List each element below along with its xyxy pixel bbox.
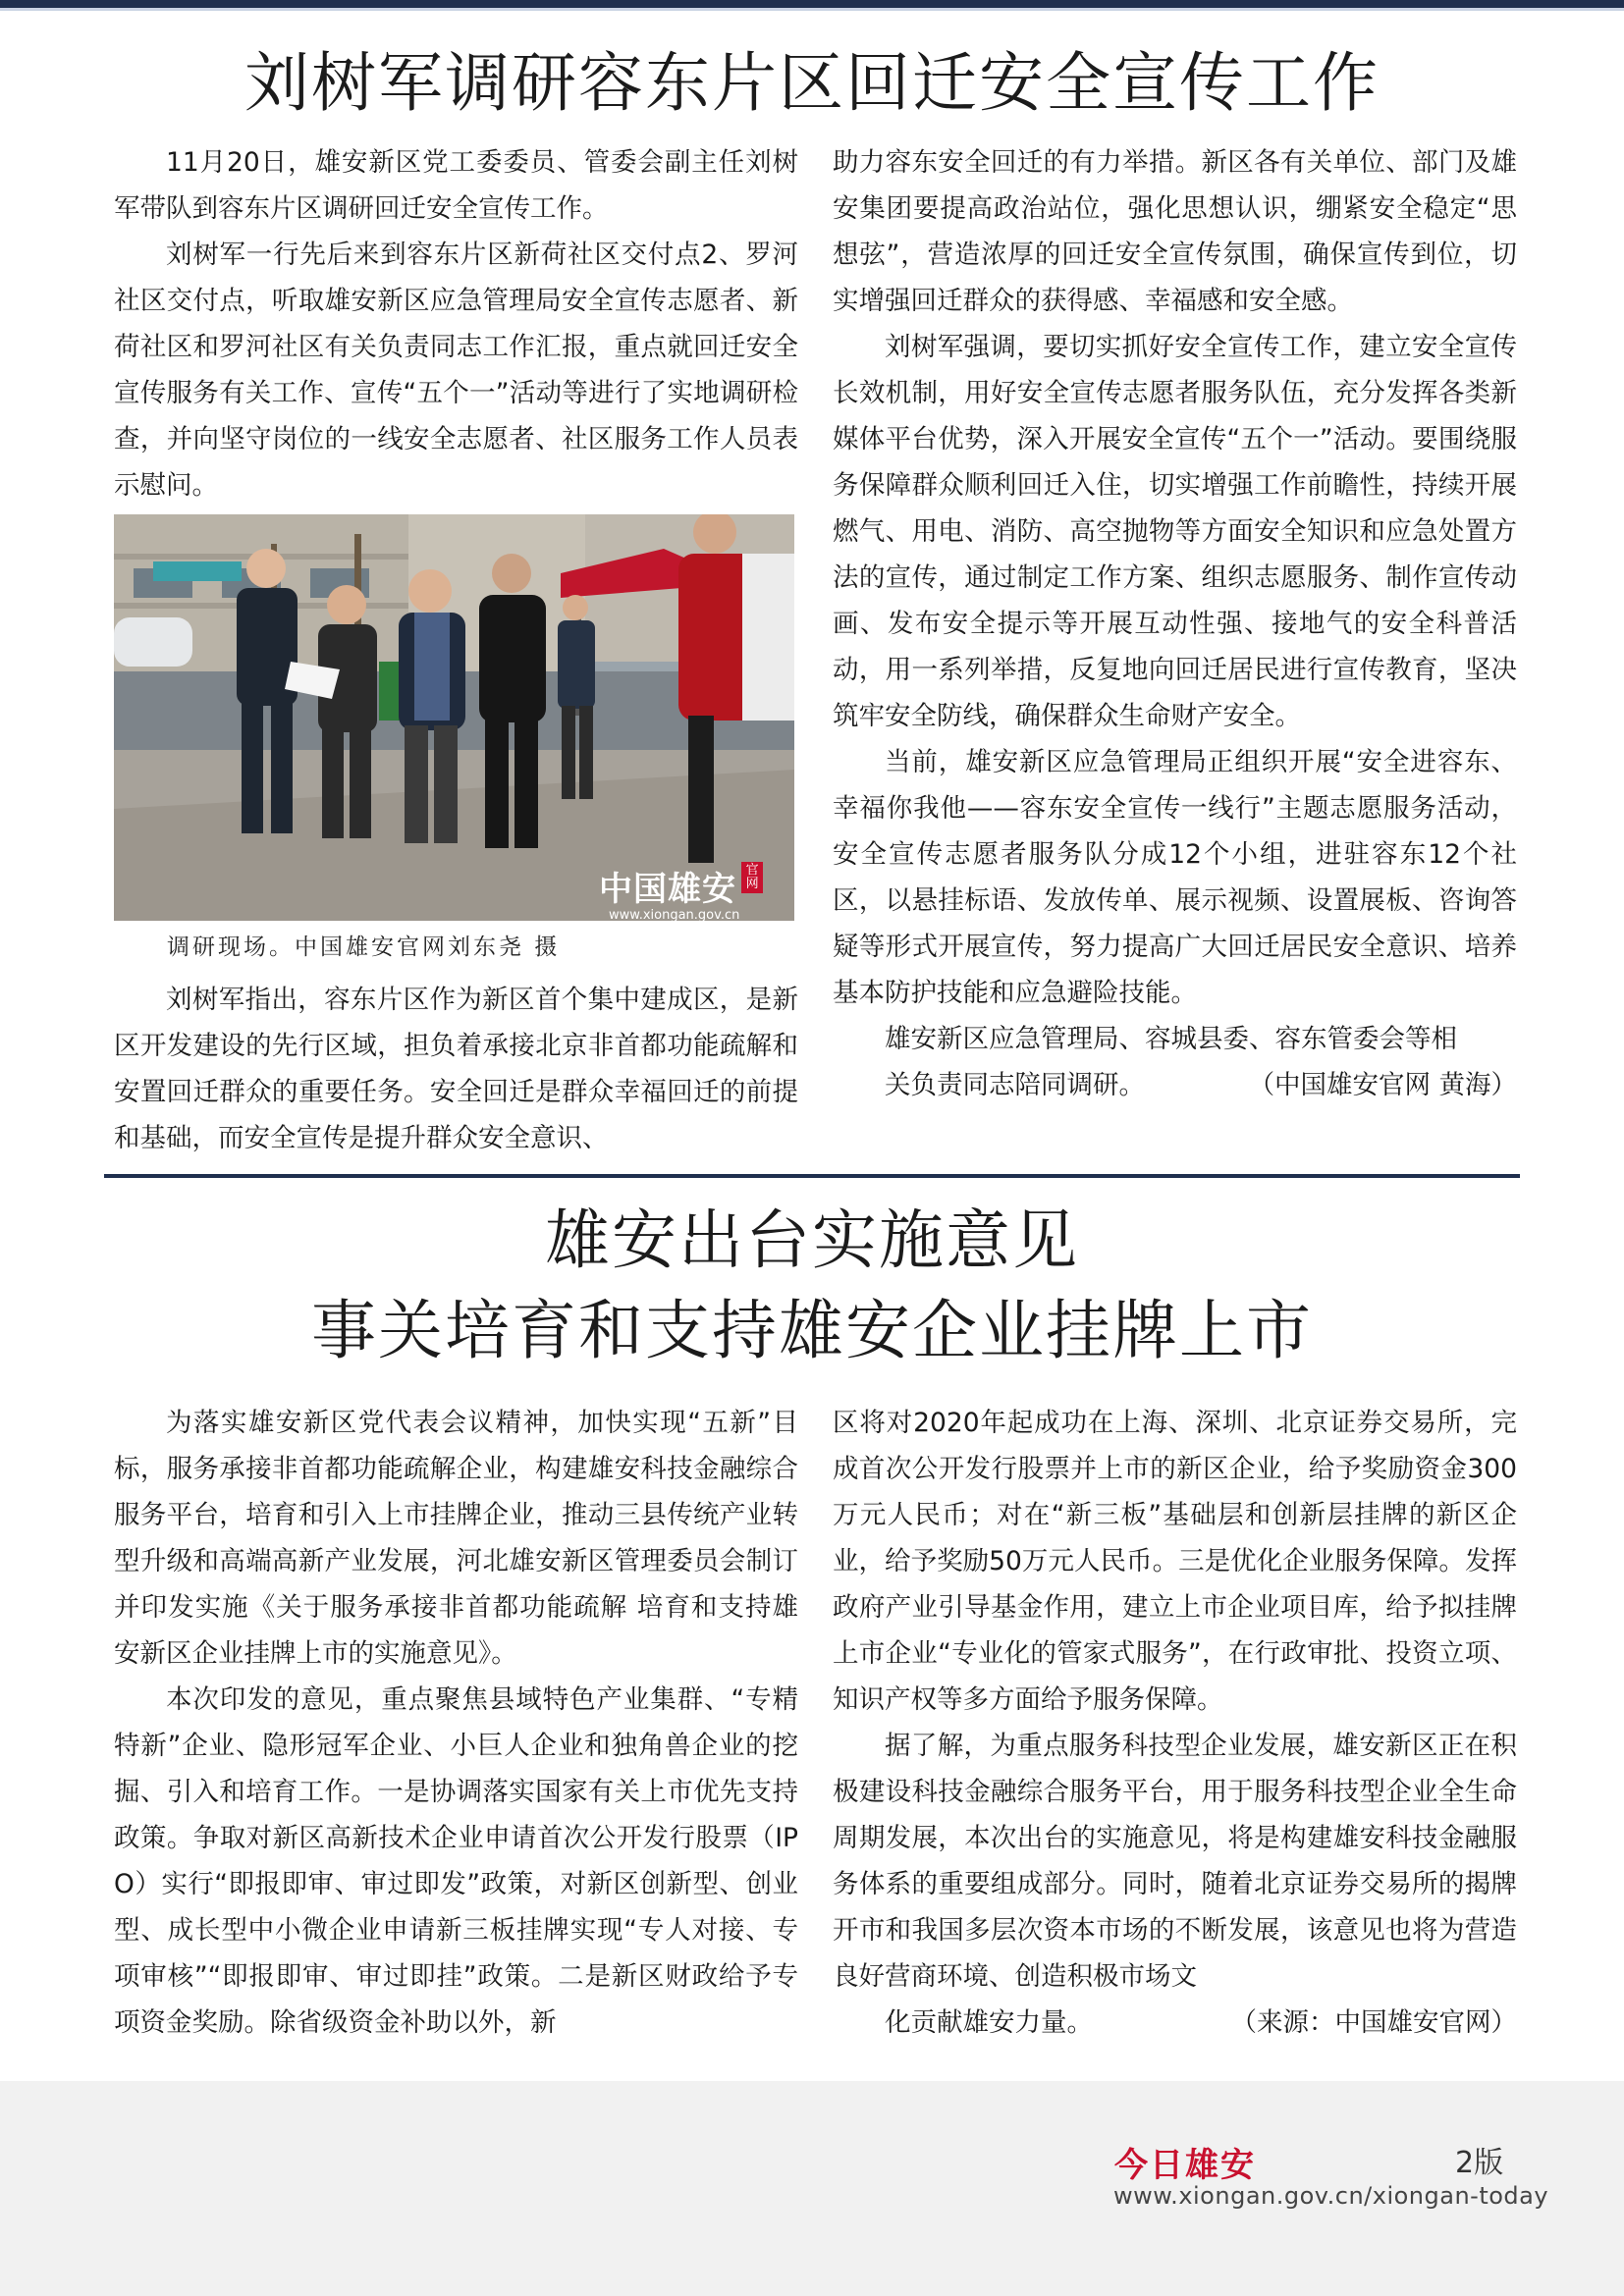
article2-headline-line2: 事关培育和支持雄安企业挂牌上市: [311, 1293, 1313, 1368]
article1-right-column: [833, 139, 1517, 1108]
paragraph-final-line: [833, 1062, 1517, 1108]
paragraph-final-line: [833, 2000, 1517, 2046]
article1-left-column-lower: [114, 977, 798, 1161]
paragraph: 雄安新区应急管理局、容城县委、容东管委会等相: [885, 1024, 1457, 1054]
article2-headline-line1: 雄安出台实施意见: [545, 1202, 1079, 1278]
paragraph: 当前，雄安新区应急管理局正组织开展“安全进容东、幸福你我他——容东安全宣传一线行”主题志愿服务活动，安全宣传志愿者服务队分成12个小组，进驻容东12个社区，以悬挂标语、发放传单、展示视频、设置展板、咨询答疑等形式开展宣传，努力提高广大回迁居民安全意识、培养基本防护技能和应急避险技能。: [833, 747, 1517, 1008]
watermark-seal: 官网: [741, 862, 763, 893]
article1-headline: 刘树军调研容东片区回迁安全宣传工作: [244, 45, 1380, 121]
footer-page-number: 2版: [1455, 2146, 1504, 2180]
paragraph-continued: 助力容东安全回迁的有力举措。新区各有关单位、部门及雄安集团要提高政治站位，强化思想认识，绷紧安全稳定“思想弦”，营造浓厚的回迁安全宣传氛围，确保宣传到位，切实增强回迁群众的获得感、幸福感和安全感。: [833, 147, 1517, 316]
article2-left-column: [114, 1400, 798, 2046]
paragraph: 刘树军指出，容东片区作为新区首个集中建成区，是新区开发建设的先行区域，担负着承接北京非首都功能疏解和安置回迁群众的重要任务。安全回迁是群众幸福回迁的前提和基础，而安全宣传是提升群众安全意识、: [114, 985, 798, 1153]
article-divider: [104, 1174, 1520, 1178]
paragraph: 本次印发的意见，重点聚焦县域特色产业集群、“专精特新”企业、隐形冠军企业、小巨人企业和独角兽企业的挖掘、引入和培育工作。一是协调落实国家有关上市优先支持政策。争取对新区高新技术企业申请首次公开发行股票（IPO）实行“即报即审、审过即发”政策，对新区创新型、创业型、成长型中小微企业申请新三板挂牌实现“专人对接、专项审核”“即报即审、审过即挂”政策。二是新区财政给予专项资金奖励。除省级资金补助以外，新: [114, 1684, 798, 2038]
paragraph-text: 化贡献雄安力量。: [885, 2007, 1093, 2038]
article1-credit: （中国雄安官网 黄海）: [1248, 1070, 1517, 1100]
article2-right-column: [833, 1400, 1517, 2046]
paragraph: 为落实雄安新区党代表会议精神，加快实现“五新”目标，服务承接非首都功能疏解企业，构建雄安科技金融综合服务平台，培育和引入上市挂牌企业，推动三县传统产业转型升级和高端高新产业发展，河北雄安新区管理委员会制订并印发实施《关于服务承接非首都功能疏解 培育和支持雄安新区企业挂牌上市的实施意见》。: [114, 1408, 798, 1669]
top-accent-line: [0, 8, 1624, 11]
paragraph-continued: 区将对2020年起成功在上海、深圳、北京证券交易所，完成首次公开发行股票并上市的新区企业，给予奖励资金300万元人民币；对在“新三板”基础层和创新层挂牌的新区企业，给予奖励50万元人民币。三是优化企业服务保障。发挥政府产业引导基金作用，建立上市企业项目库，给予拟挂牌上市企业“专业化的管家式服务”，在行政审批、投资立项、知识产权等多方面给予服务保障。: [833, 1408, 1517, 1715]
photo-caption: 调研现场。中国雄安官网刘东尧 摄: [167, 934, 561, 960]
paragraph: 刘树军一行先后来到容东片区新荷社区交付点2、罗河社区交付点，听取雄安新区应急管理局安全宣传志愿者、新荷社区和罗河社区有关负责同志工作汇报，重点就回迁安全宣传服务有关工作、宣传“五个一”活动等进行了实地调研检查，并向坚守岗位的一线安全志愿者、社区服务工作人员表示慰问。: [114, 240, 798, 501]
paragraph: 11月20日，雄安新区党工委委员、管委会副主任刘树军带队到容东片区调研回迁安全宣传工作。: [114, 147, 798, 224]
paragraph: 据了解，为重点服务科技型企业发展，雄安新区正在积极建设科技金融综合服务平台，用于服务科技型企业全生命周期发展，本次出台的实施意见，将是构建雄安科技金融服务体系的重要组成部分。同时，随着北京证券交易所的揭牌开市和我国多层次资本市场的不断发展，该意见也将为营造良好营商环境、创造积极市场文: [833, 1731, 1517, 1992]
article-photo: [114, 514, 794, 921]
footer-brand-logo: 今日雄安: [1114, 2146, 1256, 2185]
photo-watermark: [599, 862, 785, 921]
watermark-url: www.xiongan.gov.cn: [609, 908, 740, 921]
top-color-bar: [0, 0, 1624, 8]
paragraph: 刘树军强调，要切实抓好安全宣传工作，建立安全宣传长效机制，用好安全宣传志愿者服务队伍，充分发挥各类新媒体平台优势，深入开展安全宣传“五个一”活动。要围绕服务保障群众顺利回迁入住，切实增强工作前瞻性，持续开展燃气、用电、消防、高空抛物等方面安全知识和应急处置方法的宣传，通过制定工作方案、组织志愿服务、制作宣传动画、发布安全提示等开展互动性强、接地气的安全科普活动，用一系列举措，反复地向回迁居民进行宣传教育，坚决筑牢安全防线，确保群众生命财产安全。: [833, 332, 1517, 731]
article1-left-column: [114, 139, 798, 508]
paragraph-text: 关负责同志陪同调研。: [885, 1070, 1145, 1100]
watermark-brand: 中国雄安: [599, 870, 736, 909]
footer-url: www.xiongan.gov.cn/xiongan-today: [1113, 2182, 1549, 2210]
article2-credit: （来源：中国雄安官网）: [1230, 2007, 1517, 2038]
